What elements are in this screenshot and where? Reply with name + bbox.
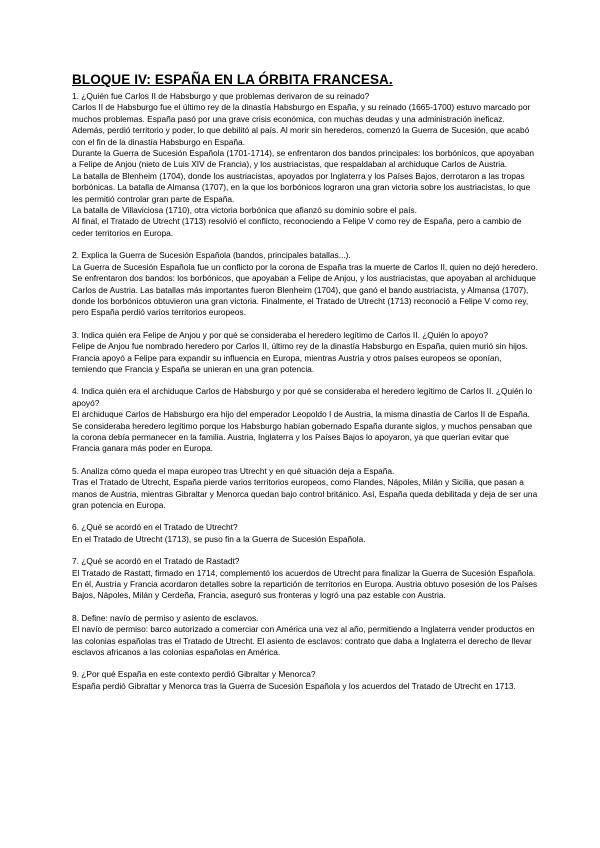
section-5 (72, 466, 538, 512)
answer-5: Tras el Tratado de Utrecht, España pierde varios territorios europeos, como Flandes, Nápoles, Milán y Sicilia, que pasan a manos de Austria, mientras Gibraltar y Menorca quedan bajo control británico. Así, España queda debilitada y deja de ser una gran potencia en Europa. (72, 477, 538, 510)
answer-1-paragraph-3: La batalla de Blenheim (1704), donde los austriacistas, apoyados por Inglaterra y los Países Bajos, derrotaron a las tropas borbónicas. La batalla de Almansa (1707), en la que los borbónicos lograron una gran victoria sobre los austriacistas, lo que les permitió controlar gran parte de España. (72, 170, 531, 204)
question-3: 3. Indica quién era Felipe de Anjou y por qué se consideraba el heredero legítimo de Carlos II. ¿Quién lo apoyo? (72, 329, 489, 340)
answer-3: Felipe de Anjou fue nombrado heredero por Carlos II, último rey de la dinastía Habsburgo en España, quien murió sin hijos. Francia apoyó a Felipe para expandir su influencia en Europa, mientras Austria y otros países europeos se oponían, temiendo que Francia y España se unieran en una gran potencia. (72, 341, 528, 374)
answer-9: España perdió Gibraltar y Menorca tras la Guerra de Sucesión Española y los acuerdos del Tratado de Utrecht en 1713. (72, 680, 516, 691)
answer-8: El navío de permiso: barco autorizado a comerciar con América una vez al año, permitiendo a Inglaterra vender productos en las colonias españolas tras el Tratado de Utrecht. El asiento de esclavos: contrato que daba a Inglaterra el derecho de llevar esclavos africanos a las colonias españolas en América. (72, 624, 535, 658)
document-page (72, 72, 538, 703)
answer-2: La Guerra de Sucesión Española fue un conflicto por la corona de España tras la muerte de Carlos II, quien no dejó heredero. Se enfrentaron dos bandos: los borbónicos, que apoyaban a Felipe de Anjou, y los austriacistas, que apoyaban al archiduque Carlos de Austria. Las batallas más importantes fueron Blenheim (1704), que ganó el bando austriacista, y Almansa (1707), donde los borbónicos obtuvieron una gran victoria. Finalmente, el Tratado de Utrecht (1713) reconoció a Felipe V como rey, pero España perdió varios territorios europeos. (72, 261, 538, 318)
question-5: 5. Analiza cómo queda el mapa europeo tras Utrecht y en qué situación deja a España. (72, 465, 395, 476)
answer-1-paragraph-2: Durante la Guerra de Sucesión Española (1701-1714), se enfrentaron dos bandos principales: los borbónicos, que apoyaban a Felipe de Anjou (nieto de Luis XIV de Francia), y los austriacistas, que respaldaban al archiduque Carlos de Austria. (72, 148, 534, 170)
question-7: 7. ¿Qué se acordó en el Tratado de Rastadt? (72, 556, 240, 567)
answer-1-paragraph-4: La batalla de Villaviciosa (1710), otra victoria borbónica que afianzó su dominio sobre el país. (72, 205, 417, 216)
question-2: 2. Explica la Guerra de Sucesión Española (bandos, principales batallas...). (72, 250, 351, 261)
section-7 (72, 556, 538, 602)
question-9: 9. ¿Por qué España en este contexto perdió Gibraltar y Menorca? (72, 669, 316, 680)
section-6 (72, 522, 538, 545)
section-9 (72, 669, 538, 692)
question-1: 1. ¿Quién fue Carlos II de Habsburgo y que problemas derivaron de su reinado? (72, 91, 370, 101)
answer-7: El Tratado de Rastatt, firmado en 1714, complementó los acuerdos de Utrecht para finalizar la Guerra de Sucesión Española. En él, Austria y Francia acordaron detalles sobre la repartición de territorios en Europa. Austria obtuvo posesión de los Países Bajos, Nápoles, Milán y Cerdeña, Francia, aseguró sus fronteras y logró una paz estable con Austria. (72, 567, 538, 601)
question-8: 8. Define: navío de permiso y asiento de esclavos. (72, 612, 259, 623)
document-title: BLOQUE IV: ESPAÑA EN LA ÓRBITA FRANCESA. (72, 72, 393, 87)
section-8 (72, 613, 538, 659)
section-2 (72, 250, 538, 318)
question-4: 4. Indica quién era el archiduque Carlos de Habsburgo y por qué se consideraba el heredero legítimo de Carlos II. ¿Quién lo apoyó? (72, 386, 533, 408)
answer-6: En el Tratado de Utrecht (1713), se puso fin a la Guerra de Sucesión Española. (72, 533, 366, 544)
answer-1-paragraph-5: Al final, el Tratado de Utrecht (1713) resolvió el conflicto, reconociendo a Felipe V como rey de España, pero a cambio de ceder territorios en Europa. (72, 216, 522, 238)
answer-1-paragraph-1: Carlos II de Habsburgo fue el último rey de la dinastía Habsburgo en España, y su reinado (1665-1700) estuvo marcado por muchos problemas. España pasó por una grave crisis económica, con muchas deudas y una administración ineficaz. Además, perdió territorio y poder, lo que debilitó al país. Al morir sin herederos, comenzó la Guerra de Sucesión, que acabó con el fin de la dinastía Habsburgo en España. (72, 102, 531, 147)
question-6: 6. ¿Qué se acordó en el Tratado de Utrecht? (72, 522, 238, 533)
answer-4: El archiduque Carlos de Habsburgo era hijo del emperador Leopoldo I de Austria, la misma dinastía de Carlos II de España. Se consideraba heredero legítimo porque los Habsburgo habían gobernado España durante siglos, y muchos pensaban que la corona debía permanecer en la familia. Austria, Inglaterra y los Países Bajos lo apoyaron, ya que querían evitar que Francia ganara más poder en Europa. (72, 409, 533, 454)
section-1 (72, 91, 538, 239)
section-4 (72, 386, 538, 454)
section-3 (72, 330, 538, 376)
